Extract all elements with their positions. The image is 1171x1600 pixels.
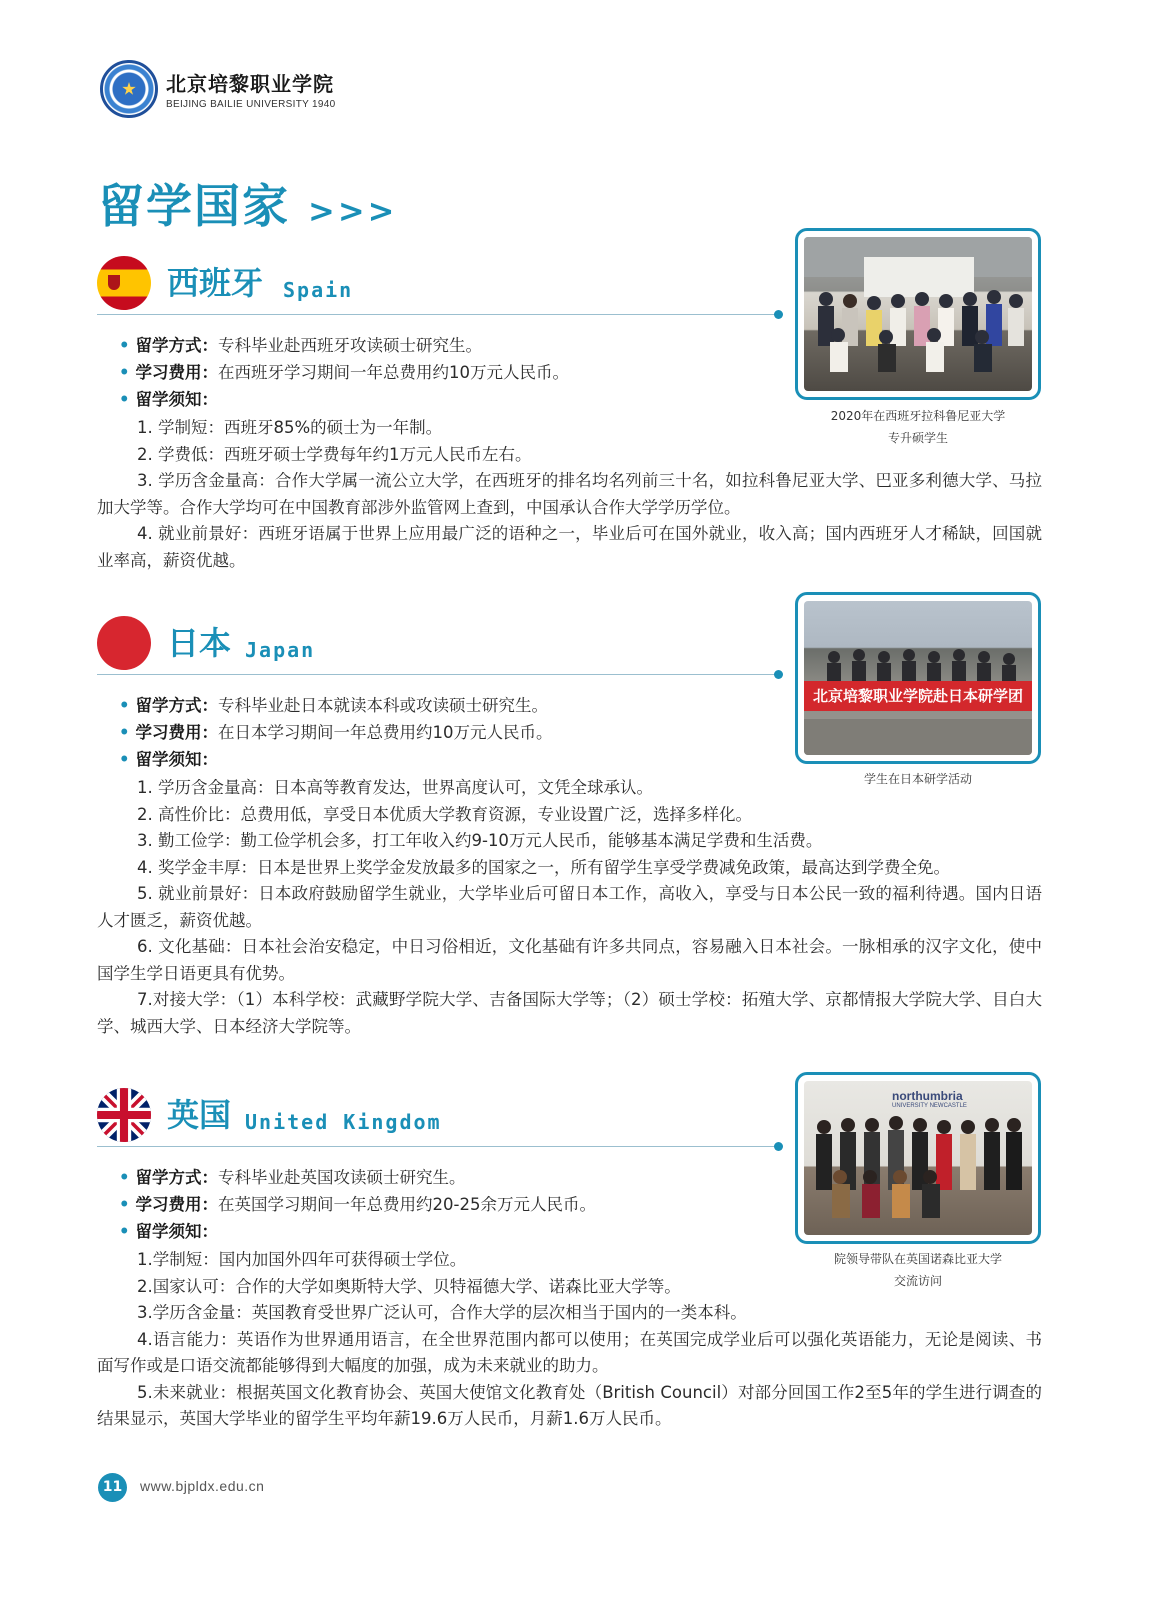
school-logo bbox=[100, 60, 335, 118]
list-item: 4. 奖学金丰厚：日本是世界上奖学金发放最多的国家之一，所有留学生享受学费减免政策，最高达到学费全免。 bbox=[137, 857, 950, 877]
uk-photo-caption: 院领导带队在英国诺森比亚大学 交流访问 bbox=[833, 1252, 1002, 1288]
japan-photo bbox=[795, 592, 1041, 764]
university-sign: northumbria bbox=[892, 1089, 963, 1103]
list-item: 5. 就业前景好：日本政府鼓励留学生就业，大学毕业后可留日本工作，高收入，享受与日本公民一致的福利待遇。国内日语人才匮乏，薪资优越。 bbox=[97, 884, 1042, 930]
bullet-study-cost: • 学习费用：在西班牙学习期间一年总费用约10万元人民币。 bbox=[119, 363, 570, 382]
uk-photo bbox=[795, 1072, 1041, 1244]
uk-flag-icon bbox=[97, 1088, 151, 1142]
section-divider-dot bbox=[774, 310, 783, 319]
school-name-cn: 北京培黎职业学院 bbox=[166, 72, 334, 96]
list-item: 5.未来就业：根据英国文化教育协会、英国大使馆文化教育处（British Council）对部分回国工作2至5年的学生进行调查的结果显示，英国大学毕业的留学生平均年薪19.6万人民币，月薪1.6万人民币。 bbox=[97, 1382, 1042, 1428]
study-tour-banner: 北京培黎职业学院赴日本研学团 bbox=[804, 681, 1032, 711]
spain-photo bbox=[795, 228, 1041, 400]
list-item: 1. 学制短：西班牙85%的硕士为一年制。 bbox=[137, 418, 443, 437]
school-name-en: BEIJING BAILIE UNIVERSITY 1940 bbox=[166, 99, 336, 110]
list-item: 2. 高性价比：总费用低，享受日本优质大学教育资源，专业设置广泛，选择多样化。 bbox=[137, 804, 752, 824]
list-item: 1. 学历含金量高：日本高等教育发达，世界高度认可，文凭全球承认。 bbox=[137, 778, 653, 797]
section-title-en: Spain bbox=[283, 278, 354, 302]
section-divider bbox=[97, 314, 779, 315]
list-item: 4. 就业前景好：西班牙语属于世界上应用最广泛的语种之一，毕业后可在国外就业，收入高；国内西班牙人才稀缺，回国就业率高，薪资优越。 bbox=[97, 524, 1042, 570]
page-title-arrows: >>> bbox=[308, 192, 398, 230]
school-emblem-icon bbox=[100, 60, 158, 118]
spain-photo-caption: 2020年在西班牙拉科鲁尼亚大学 专升硕学生 bbox=[830, 409, 1006, 445]
page-title-text: 留学国家 bbox=[98, 179, 290, 233]
list-item: 3.学历含金量：英国教育受世界广泛认可，合作大学的层次相当于国内的一类本科。 bbox=[137, 1303, 747, 1322]
bullet-study-notes: • 留学须知： bbox=[119, 1222, 219, 1241]
japan-photo-caption: 学生在日本研学活动 bbox=[863, 772, 972, 786]
section-divider bbox=[97, 674, 779, 675]
japan-flag-icon bbox=[97, 616, 151, 670]
bullet-study-cost: • 学习费用：在日本学习期间一年总费用约10万元人民币。 bbox=[119, 723, 553, 742]
university-sign-sub: UNIVERSITY NEWCASTLE bbox=[892, 1103, 967, 1109]
bullet-study-method: • 留学方式：专科毕业赴西班牙攻读硕士研究生。 bbox=[119, 336, 483, 355]
section-title-cn: 西班牙 bbox=[167, 264, 264, 302]
group-photo-illustration bbox=[804, 237, 1032, 391]
bullet-study-notes: • 留学须知： bbox=[119, 750, 219, 769]
section-title-cn: 英国 bbox=[167, 1096, 232, 1134]
page-number: 11 bbox=[98, 1473, 127, 1502]
list-item: 3. 勤工俭学：勤工俭学机会多，打工年收入约9-10万元人民币，能够基本满足学费和生活费。 bbox=[137, 831, 823, 850]
list-item: 7.对接大学：（1）本科学校：武藏野学院大学、吉备国际大学等；（2）硕士学校：拓殖大学、京都情报大学院大学、目白大学、城西大学、日本经济大学院等。 bbox=[97, 990, 1042, 1036]
list-item: 1.学制短：国内加国外四年可获得硕士学位。 bbox=[137, 1250, 467, 1269]
list-item: 6. 文化基础：日本社会治安稳定，中日习俗相近，文化基础有许多共同点，容易融入日本社会。一脉相承的汉字文化，使中国学生学日语更具有优势。 bbox=[97, 937, 1042, 983]
bullet-study-method: • 留学方式：专科毕业赴英国攻读硕士研究生。 bbox=[119, 1168, 466, 1187]
list-item: 3. 学历含金量高：合作大学属一流公立大学，在西班牙的排名均名列前三十名，如拉科鲁尼亚大学、巴亚多利德大学、马拉加大学等。合作大学均可在中国教育部涉外监管网上查到，中国承认合作大学学历学位。 bbox=[97, 471, 1042, 517]
list-item: 4.语言能力：英语作为世界通用语言，在全世界范围内都可以使用；在英国完成学业后可以强化英语能力，无论是阅读、书面写作或是口语交流都能够得到大幅度的加强，成为未来就业的助力。 bbox=[97, 1329, 1042, 1375]
bullet-study-method: • 留学方式：专科毕业赴日本就读本科或攻读硕士研究生。 bbox=[119, 696, 549, 715]
section-title-en: United Kingdom bbox=[245, 1110, 442, 1134]
section-divider bbox=[97, 1146, 779, 1147]
bullet-study-cost: • 学习费用：在英国学习期间一年总费用约20-25余万元人民币。 bbox=[119, 1195, 596, 1214]
spain-flag-icon bbox=[97, 256, 151, 310]
section-title-en: Japan bbox=[245, 638, 316, 662]
list-item: 2.国家认可：合作的大学如奥斯特大学、贝特福德大学、诺森比亚大学等。 bbox=[137, 1276, 681, 1296]
section-divider-dot bbox=[774, 670, 783, 679]
website-link[interactable]: www.bjpldx.edu.cn bbox=[140, 1478, 265, 1494]
list-item: 2. 学费低：西班牙硕士学费每年约1万元人民币左右。 bbox=[137, 444, 532, 464]
section-title-cn: 日本 bbox=[167, 624, 232, 662]
bullet-study-notes: • 留学须知： bbox=[119, 390, 219, 409]
page-title bbox=[98, 170, 397, 236]
section-divider-dot bbox=[774, 1142, 783, 1151]
